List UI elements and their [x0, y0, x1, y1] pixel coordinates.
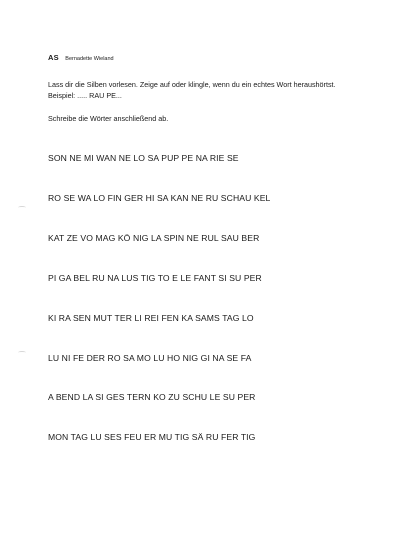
syllable-row-8: MON TAG LU SES FEU ER MU TIG SÄ RU FER TIG — [48, 432, 256, 442]
syllable-row-4: PI GA BEL RU NA LUS TIG TO E LE FANT SI SU PER — [48, 273, 262, 283]
header-author: Bernadette Wieland — [65, 56, 114, 62]
syllable-row-7: A BEND LA SI GES TERN KO ZU SCHU LE SU PER — [48, 392, 256, 402]
instruction-text: Lass dir die Silben vorlesen. Zeige auf oder klingle, wenn du ein echtes Wort heraushörtst. Beispiel: ..... RAU PE... — [48, 80, 336, 100]
worksheet-header — [48, 47, 114, 65]
punch-hole-mark-lower — [18, 351, 26, 354]
syllable-row-3: KAT ZE VO MAG KÖ NIG LA SPIN NE RUL SAU BER — [48, 233, 260, 243]
punch-hole-mark-upper — [18, 206, 26, 209]
syllable-row-2: RO SE WA LO FIN GER HI SA KAN NE RU SCHAU KEL — [48, 193, 271, 203]
syllable-row-6: LU NI FE DER RO SA MO LU HO NIG GI NA SE FA — [48, 353, 252, 363]
header-mark: AS — [48, 53, 59, 62]
syllable-row-1: SON NE MI WAN NE LO SA PUP PE NA RIE SE — [48, 153, 239, 163]
instruction-copy-words: Schreibe die Wörter anschließend ab. — [48, 114, 169, 123]
syllable-row-5: KI RA SEN MUT TER LI REI FEN KA SAMS TAG LO — [48, 313, 254, 323]
